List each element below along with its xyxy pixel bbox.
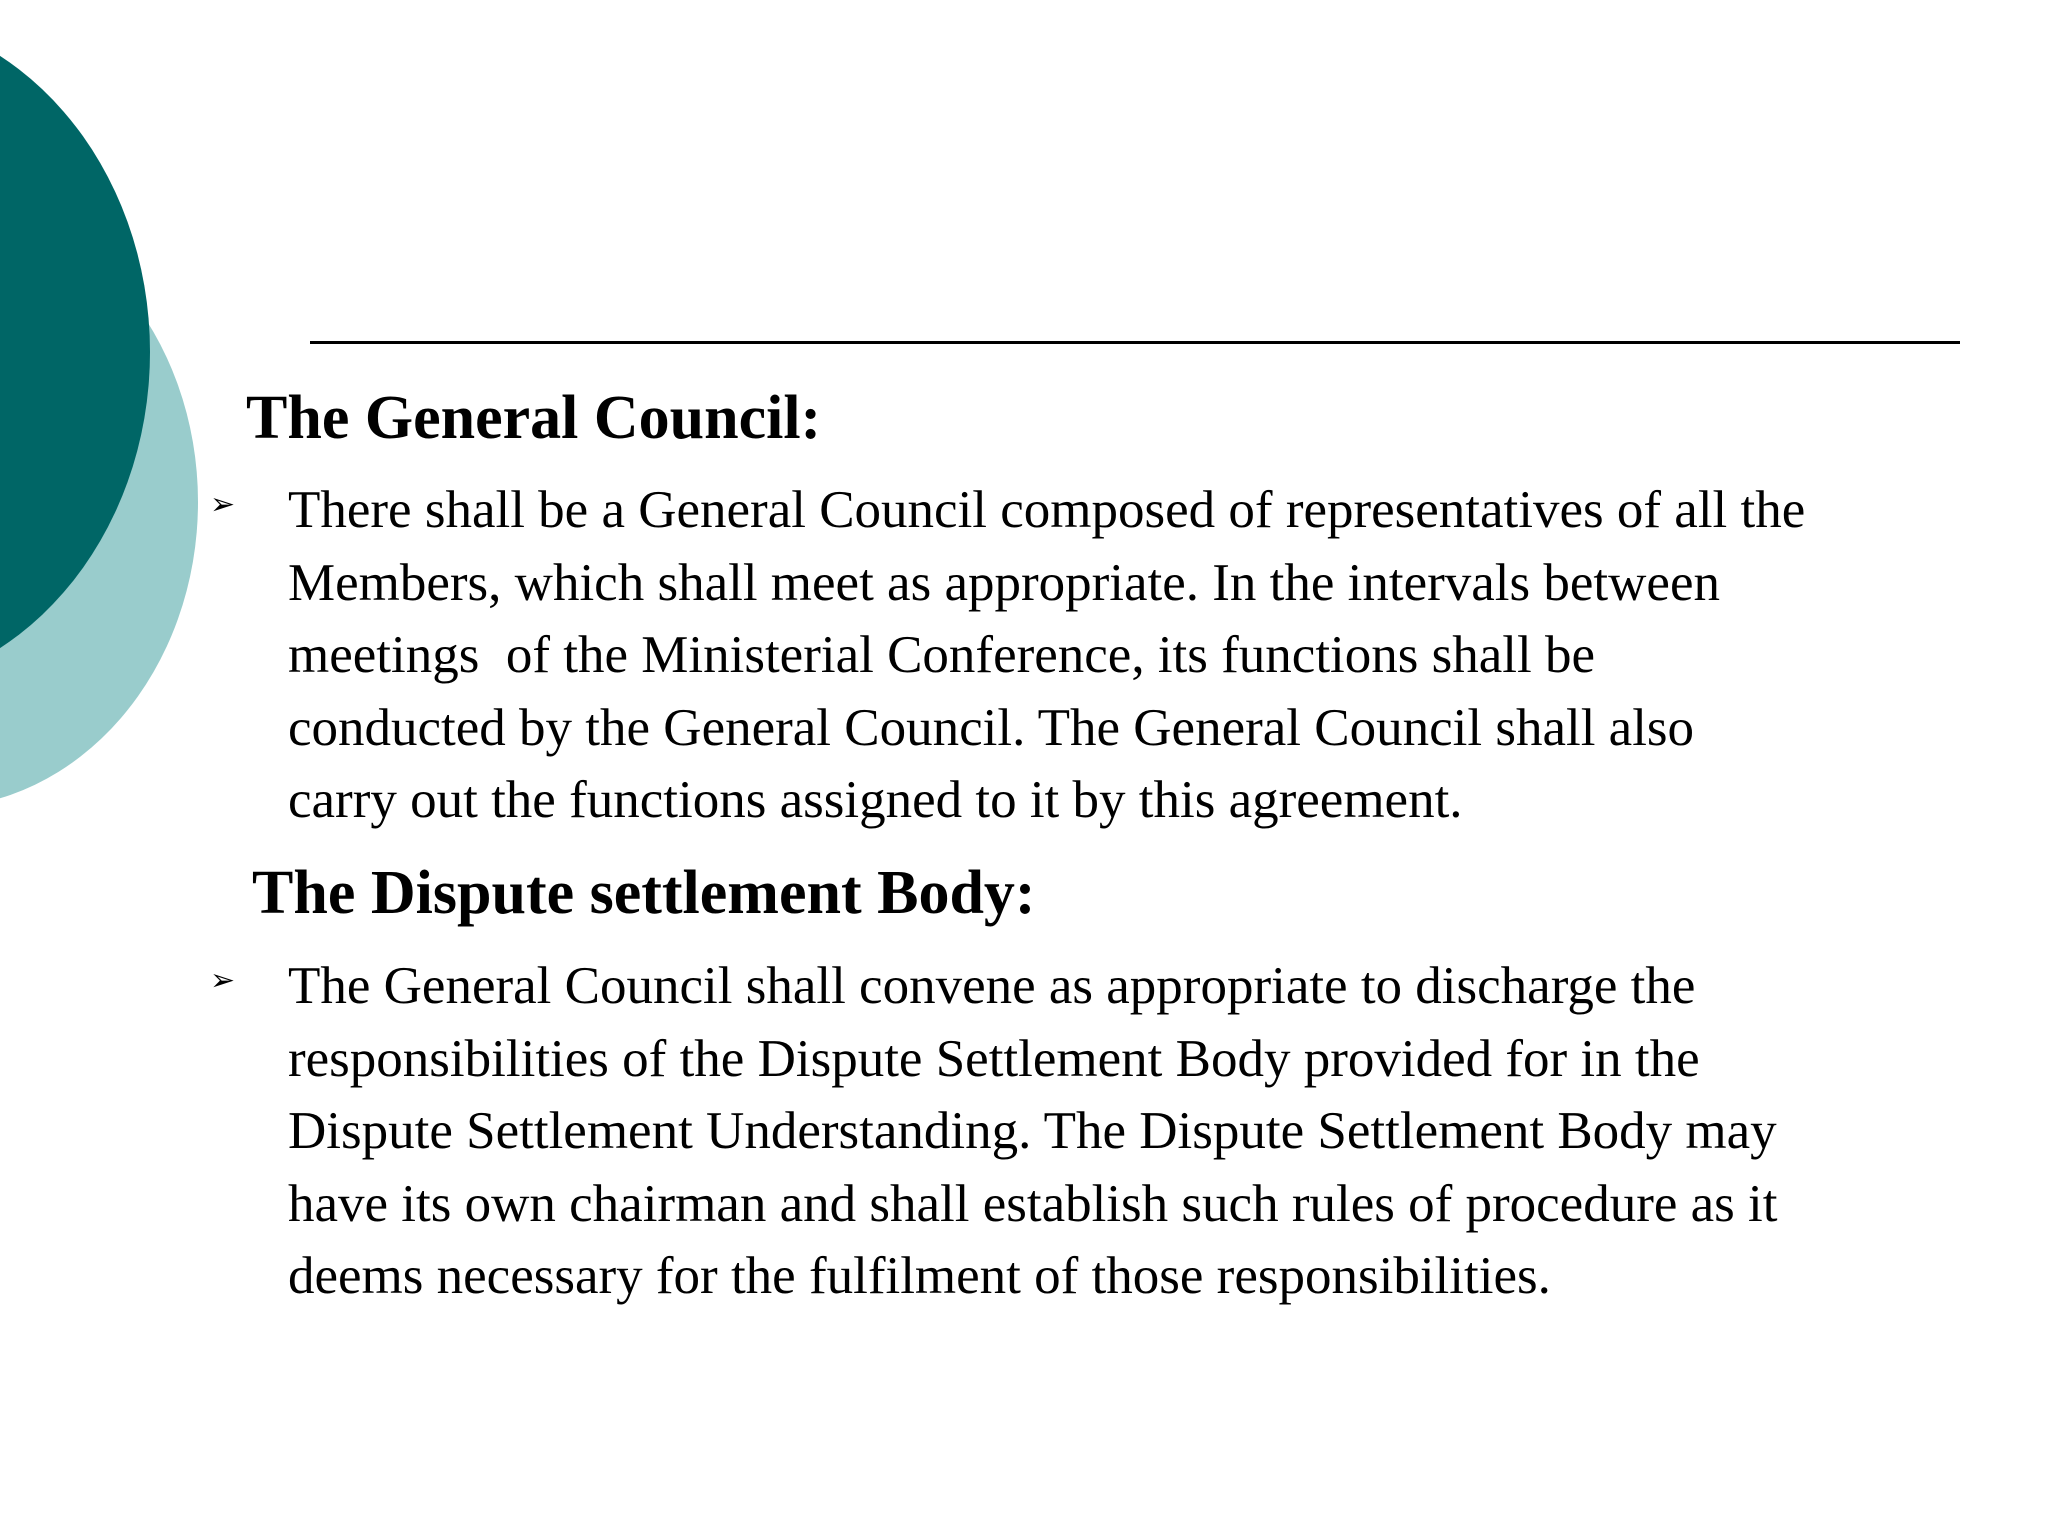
paragraph-line: Members, which shall meet as appropriate. In the intervals between	[288, 553, 1720, 612]
paragraph-general-council	[288, 474, 2028, 837]
paragraph-line: There shall be a General Council composed of representatives of all the	[288, 481, 1806, 539]
paragraph-line: responsibilities of the Dispute Settlement Body provided for in the	[288, 1029, 1700, 1088]
paragraph-line: carry out the functions assigned to it by this agreement.	[288, 771, 1463, 829]
paragraph-dispute-settlement-body	[288, 950, 2028, 1313]
title-divider-line	[310, 341, 1960, 344]
arrowhead-bullet-icon: ➢	[210, 488, 236, 521]
paragraph-line: The General Council shall convene as appropriate to discharge the	[288, 957, 1696, 1015]
paragraph-line: have its own chairman and shall establish such rules of procedure as it	[288, 1174, 1778, 1233]
paragraph-line: Dispute Settlement Understanding. The Dispute Settlement Body may	[288, 1102, 1777, 1160]
section-heading-general-council: The General Council:	[246, 384, 822, 452]
paragraph-line: deems necessary for the fulfilment of those responsibilities.	[288, 1247, 1551, 1305]
paragraph-line: conducted by the General Council. The General Council shall also	[288, 698, 1695, 757]
arrowhead-bullet-icon: ➢	[210, 964, 236, 997]
section-heading-dispute-settlement-body: The Dispute settlement Body:	[252, 859, 1036, 927]
paragraph-line: meetings of the Ministerial Conference, its functions shall be	[288, 626, 1596, 684]
